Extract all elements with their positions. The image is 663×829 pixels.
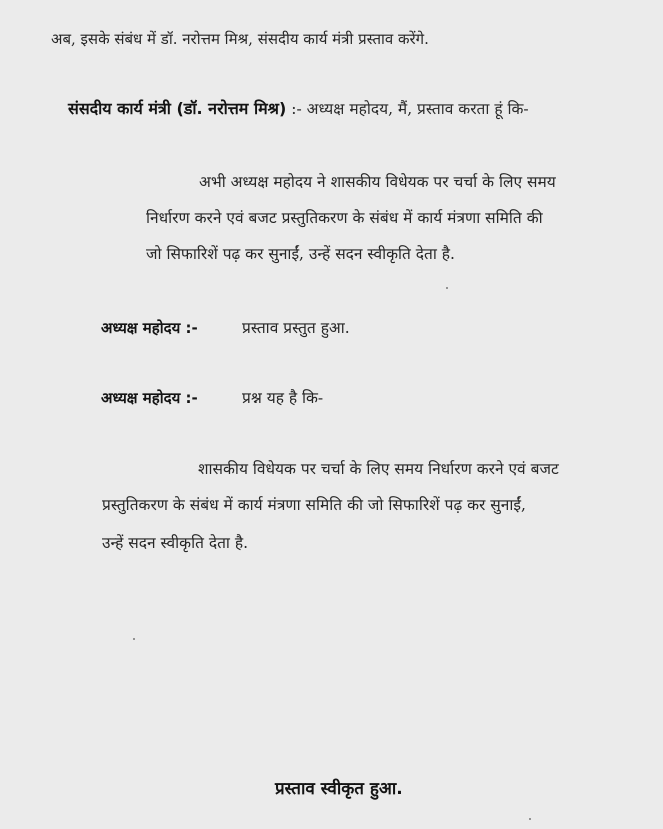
motion2-line2: प्रस्तुतिकरण के संबंध में कार्य मंत्रणा समिति की जो सिफारिशें पढ़ कर सुनाईं, [102,496,526,514]
scan-speck [529,818,531,820]
speaker2-statement [101,388,198,408]
minister-speaker: संसदीय कार्य मंत्री (डॉ. नरोत्तम मिश्र) [68,99,287,118]
motion-result: प्रस्ताव स्वीकृत हुआ. [275,779,403,799]
motion2-line1: शासकीय विधेयक पर चर्चा के लिए समय निर्धारण करने एवं बजट [198,460,559,478]
motion1-line2: निर्धारण करने एवं बजट प्रस्तुतिकरण के संबंध में कार्य मंत्रणा समिति की [146,209,543,227]
motion2-line3: उन्हें सदन स्वीकृति देता है. [102,534,249,552]
minister-text: अध्यक्ष महोदय, मैं, प्रस्ताव करता हूं कि- [306,100,529,118]
intro-text: अब, इसके संबंध में डॉ. नरोत्तम मिश्र, संसदीय कार्य मंत्री प्रस्ताव करेंगे. [51,30,429,48]
motion1-line1: अभी अध्यक्ष महोदय ने शासकीय विधेयक पर चर्चा के लिए समय [199,173,556,191]
scan-speck [446,287,448,289]
speaker2-text: प्रश्न यह है कि- [242,389,324,407]
motion1-line3: जो सिफारिशें पढ़ कर सुनाईं, उन्हें सदन स्वीकृति देता है. [146,245,455,263]
speaker1-label: अध्यक्ष महोदय :- [101,319,198,337]
speaker1-text: प्रस्ताव प्रस्तुत हुआ. [242,319,350,337]
minister-statement [68,99,529,119]
speaker1-statement [101,318,198,338]
speaker2-label: अध्यक्ष महोदय :- [101,389,198,407]
scan-speck [133,638,135,640]
minister-separator: :- [286,100,307,118]
